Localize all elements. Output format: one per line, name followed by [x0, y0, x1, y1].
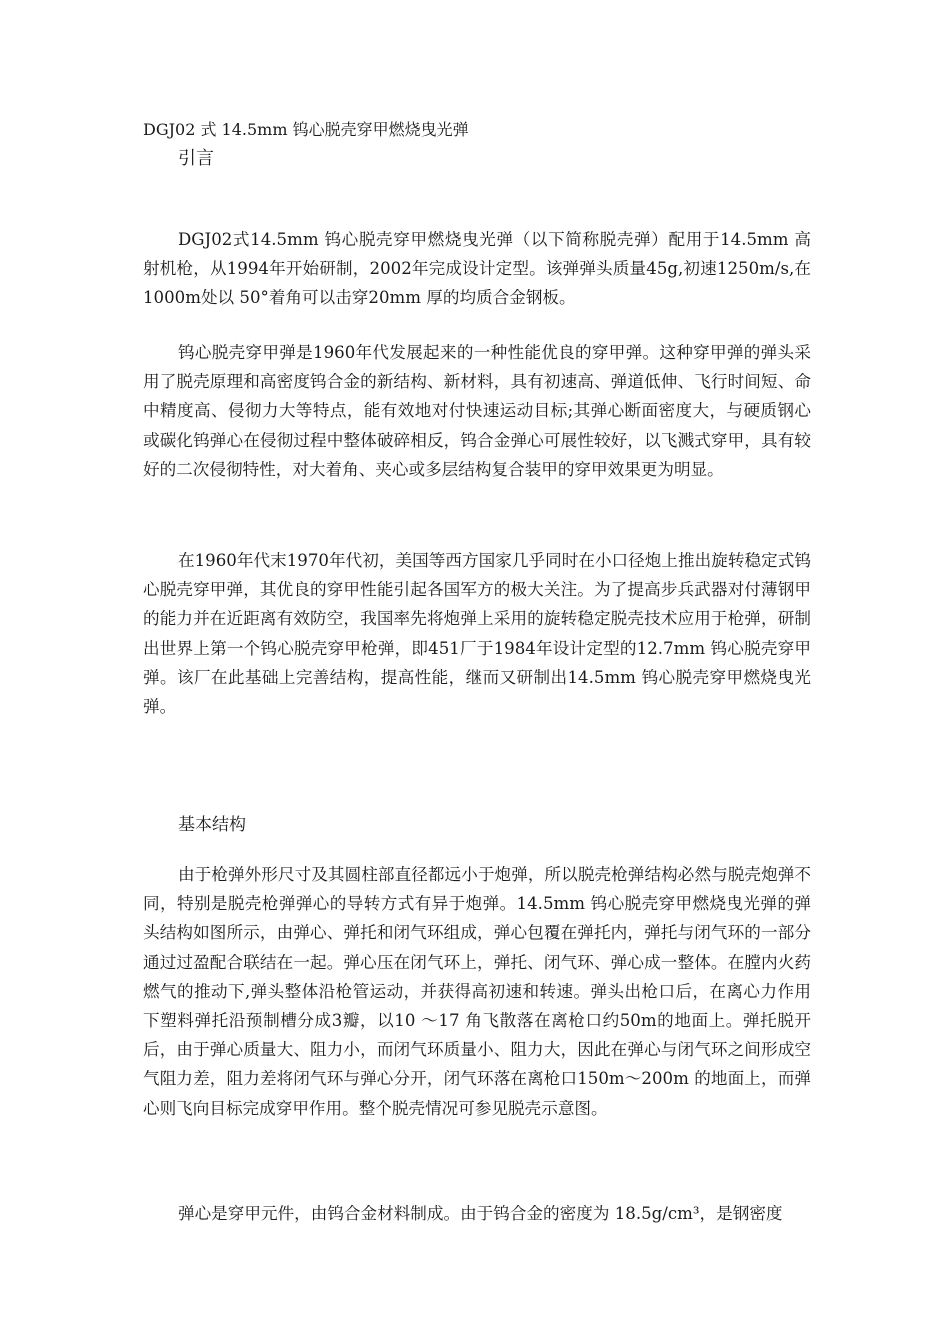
section-heading-structure: 基本结构: [178, 815, 246, 835]
document-title: DGJ02 式 14.5mm 钨心脱壳穿甲燃烧曳光弹: [143, 120, 469, 139]
paragraph-intro-1: DGJ02式14.5mm 钨心脱壳穿甲燃烧曳光弹（以下简称脱壳弹）配用于14.5mm 高射机枪，从1994年开始研制，2002年完成设计定型。该弹弹头质量45g,初速1250m/s,在1000m处以 50°着角可以击穿20mm 厚的均质合金钢板。: [143, 230, 811, 308]
paragraph-intro-2: 钨心脱壳穿甲弹是1960年代发展起来的一种性能优良的穿甲弹。这种穿甲弹的弹头采用了脱壳原理和高密度钨合金的新结构、新材料，具有初速高、弹道低伸、飞行时间短、命中精度高、侵彻力大等特点，能有效地对付快速运动目标;其弹心断面密度大，与硬质钢心或碳化钨弹心在侵彻过程中整体破碎相反，钨合金弹心可展性较好，以飞溅式穿甲，具有较好的二次侵彻特性，对大着角、夹心或多层结构复合装甲的穿甲效果更为明显。: [143, 343, 811, 479]
paragraph-structure-2: 弹心是穿甲元件，由钨合金材料制成。由于钨合金的密度为 18.5g/cm³，是钢密度: [178, 1204, 783, 1223]
section-heading-intro: 引言: [178, 148, 214, 169]
paragraph-intro-3: 在1960年代末1970年代初，美国等西方国家几乎同时在小口径炮上推出旋转稳定式钨心脱壳穿甲弹，其优良的穿甲性能引起各国军方的极大关注。为了提高步兵武器对付薄钢甲的能力并在近距离有效防空，我国率先将炮弹上采用的旋转稳定脱壳技术应用于枪弹，研制出世界上第一个钨心脱壳穿甲枪弹，即451厂于1984年设计定型的12.7mm 钨心脱壳穿甲弹。该厂在此基础上完善结构，提高性能，继而又研制出14.5mm 钨心脱壳穿甲燃烧曳光弹。: [143, 551, 811, 717]
paragraph-structure-1: 由于枪弹外形尺寸及其圆柱部直径都远小于炮弹，所以脱壳枪弹结构必然与脱壳炮弹不同，特别是脱壳枪弹弹心的导转方式有异于炮弹。14.5mm 钨心脱壳穿甲燃烧曳光弹的弹头结构如图所示，由弹心、弹托和闭气环组成，弹心包覆在弹托内，弹托与闭气环的一部分通过过盈配合联结在一起。弹心压在闭气环上，弹托、闭气环、弹心成一整体。在膛内火药燃气的推动下,弹头整体沿枪管运动，并获得高初速和转速。弹头出枪口后，在离心力作用下塑料弹托沿预制槽分成3瓣，以10 ～17 角飞散落在离枪口约50m的地面上。弹托脱开后，由于弹心质量大、阻力小，而闭气环质量小、阻力大，因此在弹心与闭气环之间形成空气阻力差，阻力差将闭气环与弹心分开，闭气环落在离枪口150m～200m 的地面上，而弹心则飞向目标完成穿甲作用。整个脱壳情况可参见脱壳示意图。: [143, 865, 811, 1118]
